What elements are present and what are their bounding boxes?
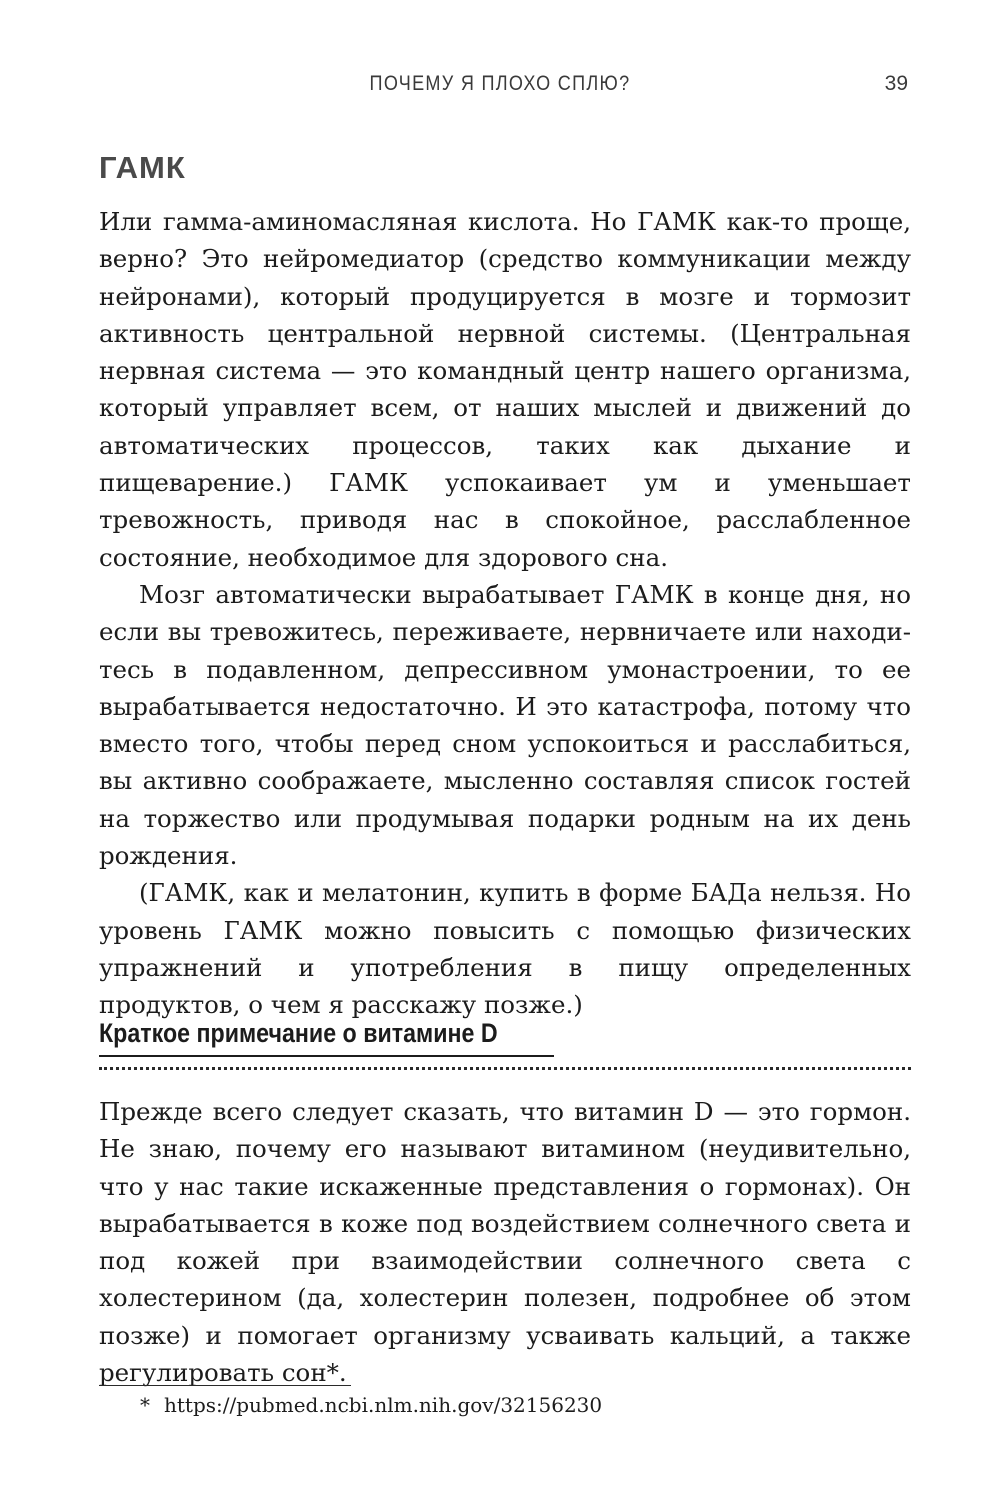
running-title: ПОЧЕМУ Я ПЛОХО СПЛЮ? <box>369 72 631 95</box>
footnote-divider <box>99 1385 351 1386</box>
page-number: 39 <box>884 72 908 95</box>
footnote-marker: * <box>140 1393 150 1417</box>
section-body-vitamin-d <box>99 1093 911 1391</box>
paragraph: (ГАМК, как и мелатонин, купить в форме БАДа нельзя. Но уровень ГАМК можно повысить с помощью физических упражнений и употребления в пищу определенных продуктов, о чем я расскажу позже.) <box>99 878 911 1020</box>
section-heading-gamk: ГАМК <box>99 150 186 185</box>
heading-underline <box>99 1055 554 1057</box>
paragraph: Прежде всего следует сказать, что витамин D — это гормон. Не знаю, почему его называют витамином (неудивительно, что у нас такие искаженные представления о гормонах). Он вырабатывается в коже под воздействием солнечного света и под кожей при взаимодействии солнечного света с холестерином (да, холестерин полезен, подробнее об этом позже) и помогает организму усваивать кальций, а также регулировать сон*. <box>99 1097 911 1388</box>
footnote <box>140 1393 602 1417</box>
section-body-gamk <box>99 203 911 1024</box>
running-header <box>0 72 1000 112</box>
dotted-divider <box>99 1067 911 1070</box>
paragraph: Или гамма-аминомасляная кислота. Но ГАМК как-то проще, верно? Это нейромедиатор (средство коммуникации между нейронами), который продуцируется в мозге и тормозит активность центральной нервной системы. (Центральная нервная система — это командный центр нашего организма, который управляет всем, от наших мыслей и движений до автоматических процессов, таких как дыхание и пищеварение.) ГАМК успокаивает ум и уменьшает тревожность, приводя нас в спокойное, расслабленное состояние, необходимое для здорового сна. <box>99 207 911 572</box>
footnote-link[interactable]: https://pubmed.ncbi.nlm.nih.gov/32156230 <box>164 1393 603 1417</box>
section-heading-vitamin-d: Краткое примечание о витамине D <box>99 1018 498 1048</box>
paragraph: Мозг автоматически вырабатывает ГАМК в конце дня, но если вы тревожитесь, переживаете, нервничаете или находитесь в подавленном, депрессивном умонастроении, то ее вырабатывается недостаточно. И это катастрофа, потому что вместо того, чтобы перед сном успокоиться и расслабиться, вы активно соображаете, мысленно составляя список гостей на торжество или продумывая подарки родным на их день рождения. <box>99 579 911 871</box>
